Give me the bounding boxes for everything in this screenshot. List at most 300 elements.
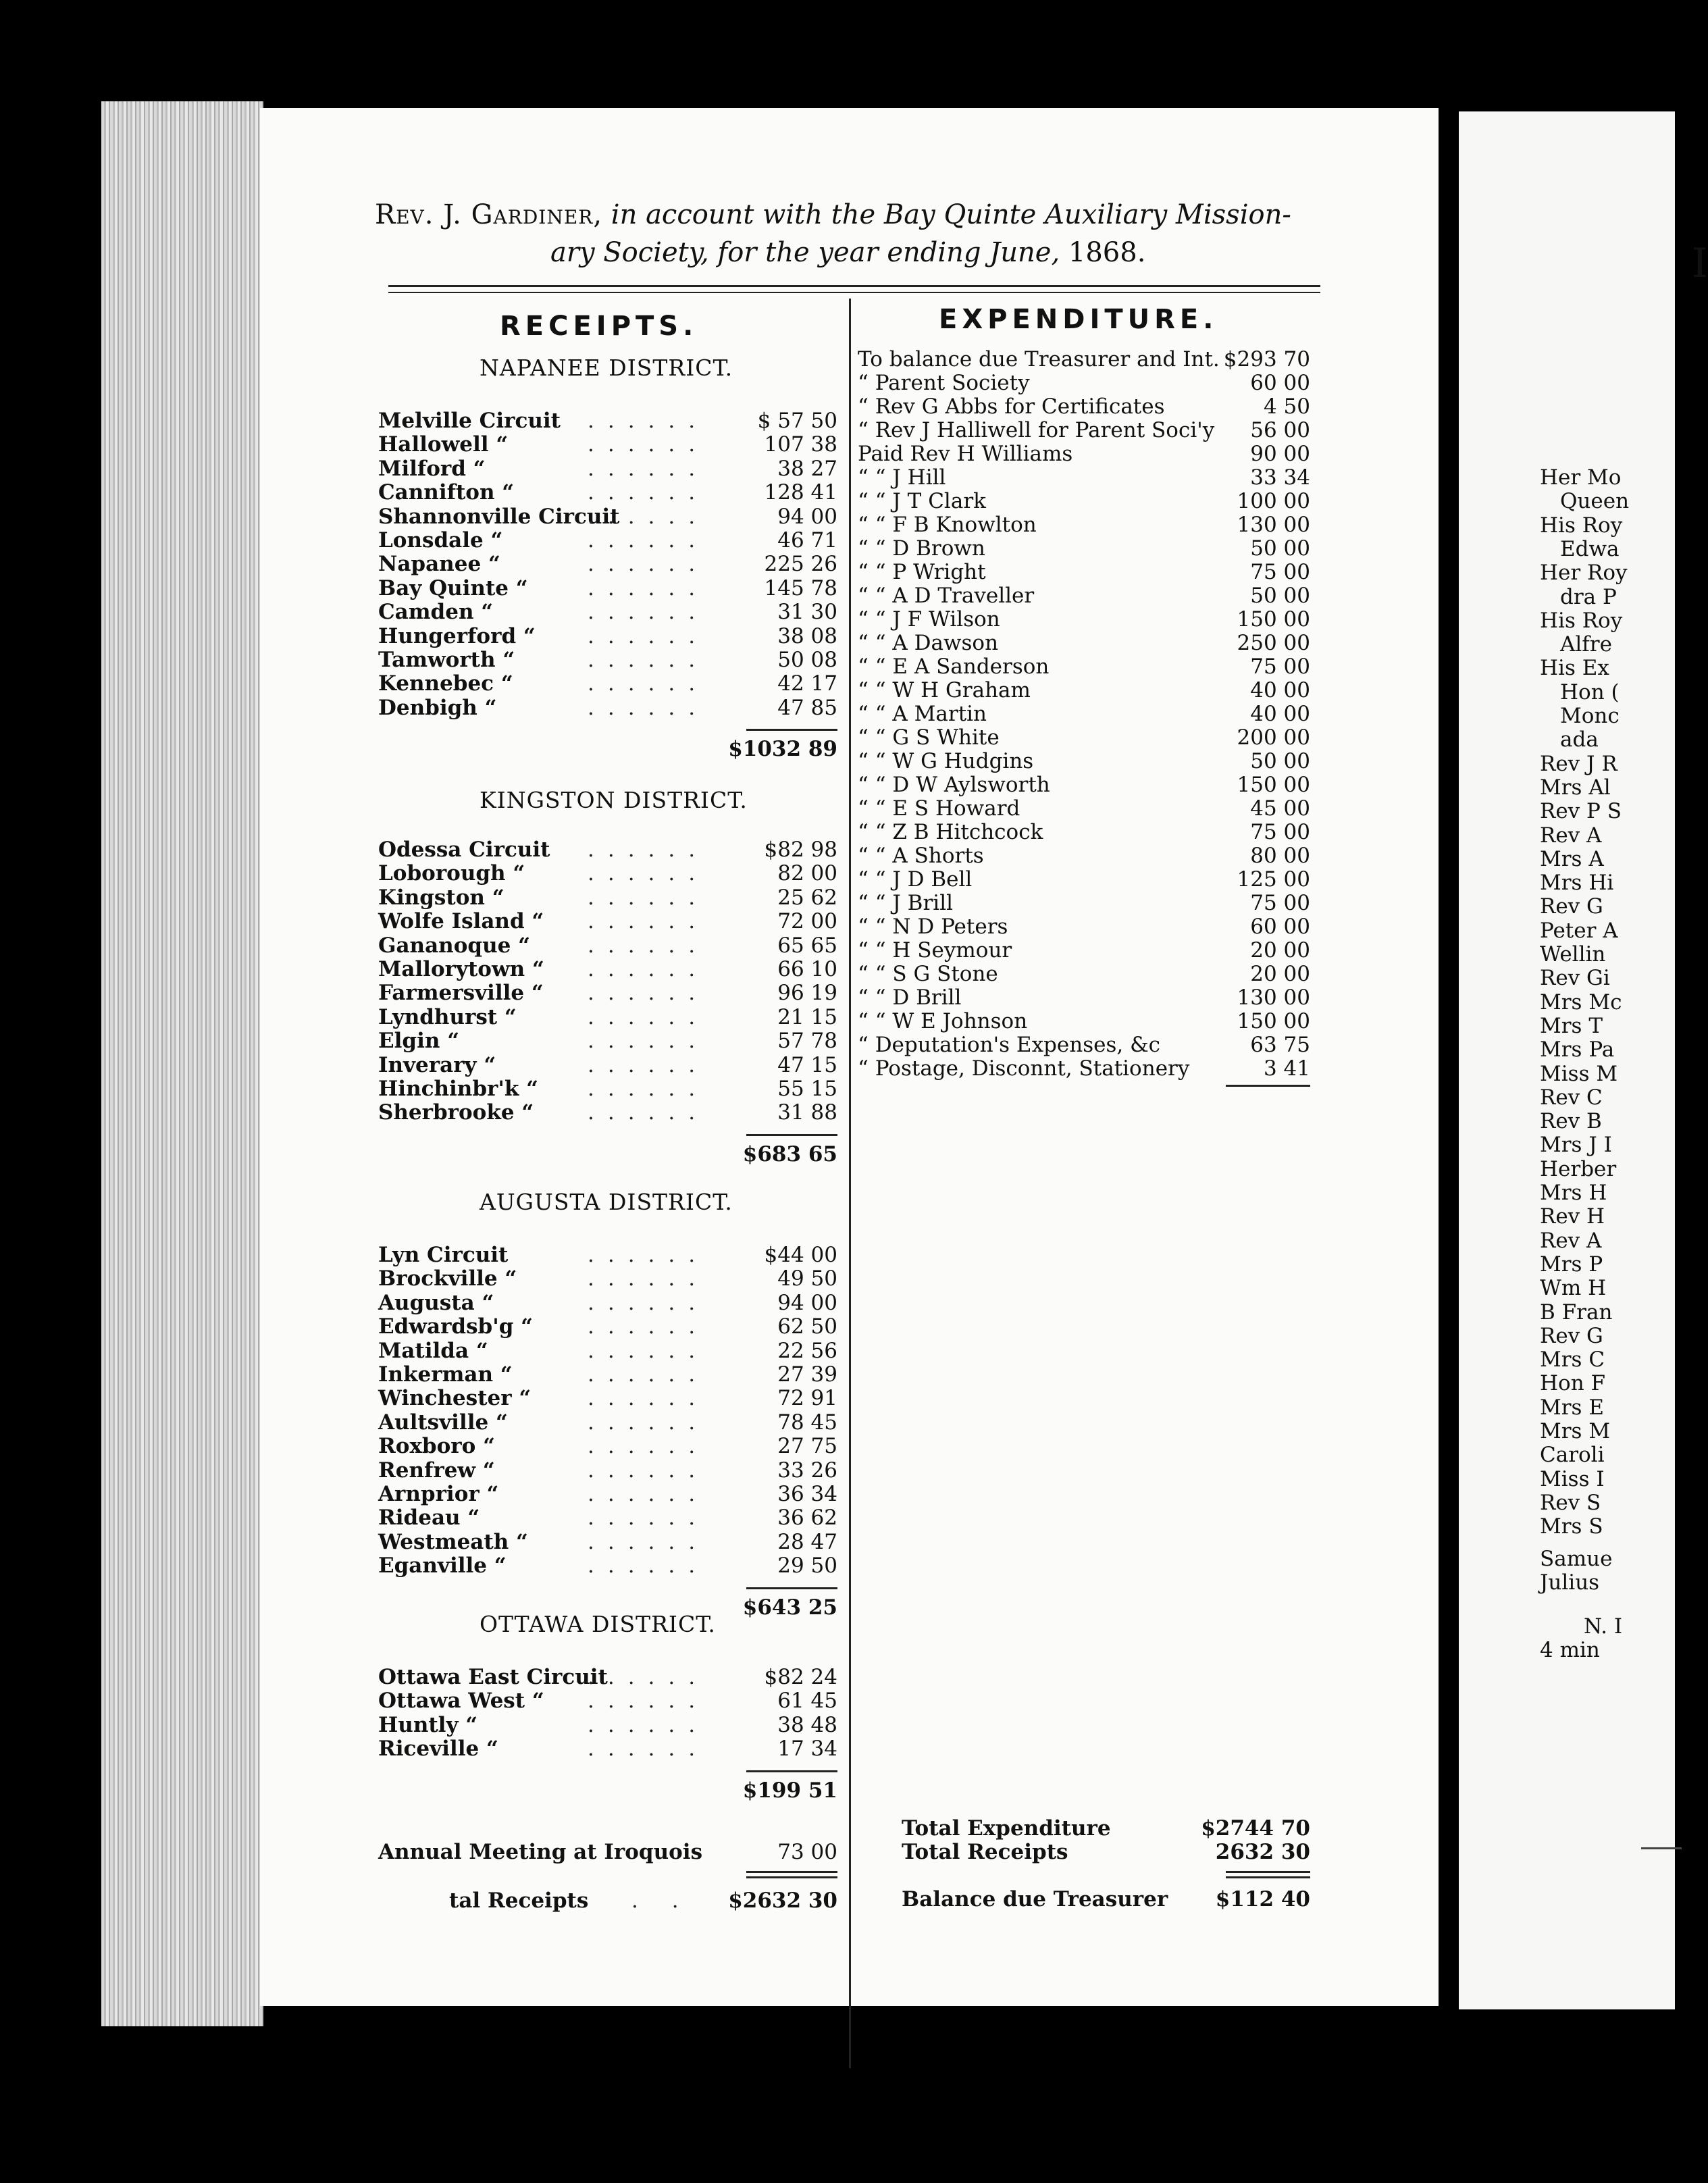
receipt-row — [378, 409, 837, 433]
expenditure-text: “ “ A Martin — [858, 702, 987, 726]
circuit-name: Inverary “ — [378, 1052, 496, 1077]
receipt-row — [378, 648, 837, 672]
circuit-name: Wolfe Island “ — [378, 909, 544, 934]
district-heading: KINGSTON DISTRICT. — [480, 787, 748, 813]
total-rule — [746, 1587, 837, 1589]
expenditure-amount: 130 00 — [1237, 513, 1310, 537]
expenditure-text: “ “ W H Graham — [858, 678, 1031, 702]
expenditure-text: “ “ S G Stone — [858, 962, 998, 986]
circuit-name: Loborough “ — [378, 861, 525, 886]
circuit-name: Riceville “ — [378, 1737, 498, 1762]
leader-dots: ...... — [588, 838, 709, 862]
receipt-row — [378, 861, 837, 885]
expenditure-amount: 150 00 — [1237, 1009, 1310, 1033]
receipt-row — [378, 1553, 837, 1578]
receipt-row — [378, 671, 837, 696]
expenditure-text: “ “ W G Hudgins — [858, 749, 1034, 773]
total-receipts-expenditure-row — [902, 1841, 1310, 1864]
district-total: $643 25 — [742, 1595, 837, 1620]
right-page-line: Rev G — [1540, 894, 1603, 919]
receipt-row — [378, 1506, 837, 1530]
receipt-row — [378, 885, 837, 910]
expenditure-text: “ “ D Brill — [858, 985, 962, 1010]
leader-dots: ...... — [588, 1338, 709, 1363]
leader-dots: ...... — [588, 885, 709, 910]
leader-dots: ...... — [588, 1689, 709, 1714]
receipt-amount: $82 24 — [764, 1665, 837, 1689]
leader-dots: ...... — [588, 1052, 709, 1077]
expenditure-amount: 40 00 — [1250, 702, 1310, 726]
circuit-name: Ottawa West “ — [378, 1689, 544, 1714]
expenditure-row — [858, 702, 1310, 726]
total-rule — [1226, 1876, 1310, 1878]
page-edge-stack — [101, 101, 263, 2026]
right-page-line: Her Mo — [1540, 465, 1622, 490]
right-page-line: Mrs Hi — [1540, 871, 1614, 896]
circuit-name: Hungerford “ — [378, 623, 536, 648]
circuit-name: Matilda “ — [378, 1338, 488, 1363]
expenditure-amount: 75 00 — [1250, 820, 1310, 844]
leader-dots: ...... — [588, 1100, 709, 1125]
balance-due-amount: $112 40 — [1215, 1887, 1310, 1911]
receipt-row — [378, 1029, 837, 1053]
circuit-name: Lonsdale “ — [378, 528, 503, 553]
balance-due-row — [902, 1888, 1310, 1911]
receipt-amount: 36 62 — [777, 1506, 837, 1531]
receipt-row — [378, 480, 837, 505]
circuit-name: Rideau “ — [378, 1506, 480, 1531]
right-page-line: Mrs P — [1540, 1252, 1603, 1277]
expenditure-amount: 40 00 — [1250, 678, 1310, 702]
expenditure-row — [858, 1010, 1310, 1033]
leader-dots: ...... — [588, 1737, 709, 1762]
right-page-title: I — [1692, 240, 1708, 287]
receipts-heading: RECEIPTS. — [500, 311, 698, 342]
expenditure-row — [858, 395, 1310, 419]
right-page-line: Caroli — [1540, 1443, 1605, 1468]
expenditure-text: “ Parent Society — [858, 371, 1030, 395]
leader-dots: ...... — [588, 409, 709, 433]
right-page-line: Miss M — [1540, 1061, 1618, 1086]
circuit-name: Lyndhurst “ — [378, 1004, 517, 1029]
leader-dots: ...... — [588, 933, 709, 958]
right-page-line: Peter A — [1540, 918, 1618, 943]
receipt-amount: 38 08 — [777, 623, 837, 648]
receipt-amount: 29 50 — [777, 1553, 837, 1578]
total-rule — [1226, 1871, 1310, 1873]
right-page-line: Hon ( — [1560, 679, 1620, 704]
circuit-name: Ottawa East Circuit — [378, 1665, 608, 1689]
annual-meeting-amount: 73 00 — [777, 1840, 837, 1864]
leader-dots: ...... — [588, 981, 709, 1006]
expenditure-text: “ “ P Wright — [858, 560, 986, 584]
right-page-line: Mrs J I — [1540, 1133, 1612, 1158]
total-rule — [746, 1134, 837, 1136]
expenditure-row — [858, 892, 1310, 915]
district-heading: AUGUSTA DISTRICT. — [480, 1189, 733, 1215]
total-rule — [746, 1876, 837, 1878]
circuit-name: Eganville “ — [378, 1553, 507, 1578]
receipt-amount: $ 57 50 — [757, 409, 837, 433]
receipt-row — [378, 1339, 837, 1363]
receipt-amount: 55 15 — [777, 1077, 837, 1101]
expenditure-amount: 3 41 — [1263, 1056, 1310, 1081]
leader-dots: ...... — [588, 1029, 709, 1054]
district-total: $683 65 — [742, 1141, 837, 1166]
right-page-line: Mrs Al — [1540, 775, 1611, 800]
receipt-row — [378, 1362, 837, 1387]
total-expenditure-label: Total Expenditure — [902, 1816, 1111, 1841]
circuit-name: Brockville “ — [378, 1266, 517, 1291]
receipt-amount: 57 78 — [777, 1029, 837, 1054]
expenditure-amount: 150 00 — [1237, 607, 1310, 632]
circuit-name: Huntly “ — [378, 1712, 478, 1737]
right-page-line: Miss I — [1540, 1466, 1605, 1491]
circuit-name: Mallorytown “ — [378, 957, 544, 981]
leader-dots: ...... — [588, 1529, 709, 1554]
receipt-row — [378, 1266, 837, 1291]
right-page-line: Mrs S — [1540, 1514, 1603, 1539]
leader-dots: ...... — [588, 1386, 709, 1411]
right-page-line: Rev H — [1540, 1204, 1605, 1229]
header-rule-2 — [388, 292, 1320, 293]
receipt-row — [378, 1713, 837, 1737]
receipt-row — [378, 1458, 837, 1483]
receipt-amount: 225 26 — [764, 552, 837, 577]
circuit-name: Westmeath “ — [378, 1529, 528, 1554]
expenditure-text: “ “ A Shorts — [858, 844, 984, 868]
expenditure-amount: 60 00 — [1250, 371, 1310, 395]
total-receipts-amount: $2632 30 — [728, 1889, 837, 1913]
leader-dots: ...... — [588, 957, 709, 981]
header-name: Rev. J. Gardiner, — [375, 199, 603, 230]
expenditure-amount: 80 00 — [1250, 844, 1310, 868]
circuit-name: Camden “ — [378, 600, 494, 625]
right-page — [1459, 111, 1708, 2009]
right-page-dash — [1641, 1847, 1682, 1849]
leader-dots: ...... — [588, 1482, 709, 1506]
right-page-line: Herber — [1540, 1156, 1617, 1181]
right-page-line: Julius — [1540, 1570, 1600, 1595]
district-total: $1032 89 — [728, 737, 837, 762]
leader-dots: . . — [631, 1889, 692, 1913]
expenditure-amount: 60 00 — [1250, 915, 1310, 939]
expenditure-row — [858, 466, 1310, 490]
expenditure-row — [858, 513, 1310, 537]
receipt-amount: 50 08 — [777, 648, 837, 672]
expenditure-amount: 90 00 — [1250, 442, 1310, 466]
total-rule — [1226, 1085, 1310, 1087]
expenditure-row — [858, 750, 1310, 773]
receipt-row — [378, 1530, 837, 1554]
expenditure-row — [858, 419, 1310, 442]
total-receipts-row — [449, 1889, 837, 1913]
leader-dots: ...... — [588, 1434, 709, 1459]
leader-dots: ...... — [588, 1712, 709, 1737]
receipt-amount: 31 88 — [777, 1100, 837, 1125]
receipt-amount: 145 78 — [764, 575, 837, 600]
receipt-amount: 17 34 — [777, 1737, 837, 1762]
receipt-amount: $44 00 — [764, 1243, 837, 1267]
leader-dots: ...... — [588, 600, 709, 625]
receipt-amount: 22 56 — [777, 1338, 837, 1363]
total-rule — [746, 729, 837, 731]
right-page-line: Edwa — [1560, 536, 1620, 561]
receipt-amount: 38 27 — [777, 456, 837, 481]
expenditure-text: “ “ Z B Hitchcock — [858, 820, 1043, 844]
receipt-amount: 96 19 — [777, 981, 837, 1006]
expenditure-amount: 100 00 — [1237, 489, 1310, 513]
expenditure-amount: 50 00 — [1250, 749, 1310, 773]
leader-dots: ...... — [588, 1243, 709, 1267]
total-receipts-expenditure-amount: 2632 30 — [1215, 1840, 1310, 1864]
expenditure-amount: 50 00 — [1250, 536, 1310, 561]
right-page-line: Rev P S — [1540, 799, 1622, 824]
receipt-row — [378, 505, 837, 529]
leader-dots: ...... — [588, 623, 709, 648]
expenditure-row — [858, 962, 1310, 986]
right-page-line: Rev A — [1540, 823, 1602, 848]
receipt-amount: 36 34 — [777, 1482, 837, 1506]
right-page-line: Her Roy — [1540, 561, 1628, 586]
receipt-row — [378, 1291, 837, 1315]
right-page-line: Wellin — [1540, 942, 1606, 967]
expenditure-amount: 150 00 — [1237, 773, 1310, 797]
total-receipts-expenditure-label: Total Receipts — [902, 1840, 1068, 1864]
expenditure-row — [858, 632, 1310, 655]
leader-dots: ...... — [588, 1362, 709, 1387]
leader-dots: ...... — [588, 1665, 709, 1689]
receipt-row — [378, 1737, 837, 1761]
expenditure-row — [858, 371, 1310, 395]
right-page-line: His Roy — [1540, 513, 1623, 538]
receipt-row — [378, 909, 837, 933]
right-page-line: Hon F — [1540, 1371, 1606, 1396]
receipt-amount: 128 41 — [764, 480, 837, 505]
header-text-2: ary Society, for the year ending June, — [550, 237, 1068, 268]
right-page-line: Mrs Pa — [1540, 1037, 1615, 1062]
leader-dots: ...... — [588, 575, 709, 600]
leader-dots: ...... — [588, 648, 709, 672]
receipt-row — [378, 1243, 837, 1267]
leader-dots: ...... — [588, 1506, 709, 1531]
leader-dots: ...... — [588, 480, 709, 505]
left-page — [260, 108, 1439, 2006]
expenditure-amount: 130 00 — [1237, 985, 1310, 1010]
expenditure-row — [858, 584, 1310, 608]
expenditure-text: To balance due Treasurer and Int. — [858, 347, 1220, 371]
receipt-row — [378, 1100, 837, 1125]
leader-dots: ...... — [588, 1290, 709, 1315]
receipt-row — [378, 1386, 837, 1410]
circuit-name: Lyn Circuit — [378, 1243, 509, 1267]
expenditure-amount: 200 00 — [1237, 725, 1310, 750]
expenditure-row — [858, 844, 1310, 868]
leader-dots: ...... — [588, 504, 709, 529]
expenditure-text: “ “ F B Knowlton — [858, 513, 1037, 537]
expenditure-text: Paid Rev H Williams — [858, 442, 1073, 466]
expenditure-amount: 75 00 — [1250, 560, 1310, 584]
receipt-row — [378, 1077, 837, 1101]
expenditure-row — [858, 797, 1310, 821]
expenditure-amount: 20 00 — [1250, 962, 1310, 986]
expenditure-row — [858, 773, 1310, 797]
expenditure-text: “ “ D Brown — [858, 536, 985, 561]
expenditure-text: “ “ J Hill — [858, 465, 946, 490]
expenditure-row — [858, 537, 1310, 561]
circuit-name: Winchester “ — [378, 1386, 532, 1411]
receipt-amount: 25 62 — [777, 885, 837, 910]
receipt-amount: 94 00 — [777, 504, 837, 529]
receipt-amount: 72 00 — [777, 909, 837, 934]
receipt-row — [378, 457, 837, 481]
circuit-name: Bay Quinte “ — [378, 575, 528, 600]
circuit-name: Melville Circuit — [378, 409, 561, 433]
right-page-line: Wm H — [1540, 1276, 1607, 1301]
right-page-line: 4 min — [1540, 1638, 1600, 1663]
receipt-row — [378, 1434, 837, 1458]
expenditure-heading: EXPENDITURE. — [939, 304, 1218, 335]
receipt-row — [378, 981, 837, 1005]
receipt-row — [378, 957, 837, 981]
expenditure-text: “ “ H Seymour — [858, 938, 1012, 962]
circuit-name: Kennebec “ — [378, 671, 513, 696]
expenditure-amount: 45 00 — [1250, 796, 1310, 821]
expenditure-text: “ Rev G Abbs for Certificates — [858, 394, 1165, 419]
right-page-line: Rev C — [1540, 1085, 1603, 1110]
right-page-line: Monc — [1560, 704, 1620, 728]
circuit-name: Edwardsb'g “ — [378, 1314, 534, 1339]
leader-dots: ...... — [588, 456, 709, 481]
circuit-name: Elgin “ — [378, 1029, 460, 1054]
leader-dots: ...... — [588, 1004, 709, 1029]
expenditure-text: “ “ J D Bell — [858, 867, 973, 892]
leader-dots: ...... — [588, 528, 709, 553]
right-page-line: Mrs Mc — [1540, 990, 1622, 1015]
receipt-amount: 65 65 — [777, 933, 837, 958]
circuit-name: Cannifton “ — [378, 480, 515, 505]
expenditure-text: “ “ W E Johnson — [858, 1009, 1028, 1033]
receipt-row — [378, 1689, 837, 1713]
right-page-line: Mrs T — [1540, 1013, 1603, 1038]
receipt-row — [378, 624, 837, 648]
receipt-row — [378, 600, 837, 624]
expenditure-text: “ “ J Brill — [858, 891, 954, 915]
expenditure-text: “ “ A Dawson — [858, 631, 999, 655]
circuit-name: Renfrew “ — [378, 1458, 495, 1483]
circuit-name: Gananoque “ — [378, 933, 530, 958]
leader-dots: ...... — [588, 695, 709, 720]
leader-dots: ...... — [588, 671, 709, 696]
expenditure-text: “ “ E S Howard — [858, 796, 1020, 821]
right-page-line: Alfre — [1560, 632, 1612, 657]
right-page-line: Samue — [1540, 1546, 1613, 1571]
expenditure-amount: $293 70 — [1223, 347, 1310, 371]
receipt-amount: 107 38 — [764, 432, 837, 457]
receipt-amount: 21 15 — [777, 1004, 837, 1029]
right-page-line: His Roy — [1540, 608, 1623, 633]
expenditure-row — [858, 442, 1310, 466]
leader-dots: ...... — [588, 552, 709, 577]
right-page-line: Rev Gi — [1540, 966, 1610, 991]
district-heading: OTTAWA DISTRICT. — [480, 1611, 716, 1637]
receipt-amount: 47 15 — [777, 1052, 837, 1077]
circuit-name: Milford “ — [378, 456, 486, 481]
right-page-line: Rev J R — [1540, 751, 1618, 776]
receipt-amount: 62 50 — [777, 1314, 837, 1339]
receipt-amount: 61 45 — [777, 1689, 837, 1714]
expenditure-amount: 20 00 — [1250, 938, 1310, 962]
expenditure-row — [858, 608, 1310, 632]
receipt-amount: 49 50 — [777, 1266, 837, 1291]
right-page-line: ada — [1560, 727, 1599, 752]
expenditure-text: “ “ D W Aylsworth — [858, 773, 1050, 797]
right-page-line: His Ex — [1540, 656, 1609, 681]
header-year: 1868. — [1068, 237, 1146, 268]
column-divider — [849, 299, 851, 2068]
leader-dots: ...... — [588, 1266, 709, 1291]
circuit-name: Tamworth “ — [378, 648, 515, 672]
district-total: $199 51 — [742, 1778, 837, 1803]
receipt-row — [378, 1410, 837, 1435]
expenditure-text: “ Rev J Halliwell for Parent Soci'y — [858, 418, 1215, 442]
expenditure-amount: 250 00 — [1237, 631, 1310, 655]
receipt-amount: 94 00 — [777, 1290, 837, 1315]
circuit-name: Arnprior “ — [378, 1482, 499, 1506]
leader-dots: ...... — [588, 1458, 709, 1483]
expenditure-row — [858, 1057, 1310, 1081]
circuit-name: Odessa Circuit — [378, 838, 550, 862]
receipt-row — [378, 1005, 837, 1029]
leader-dots: ...... — [588, 861, 709, 886]
total-rule — [746, 1871, 837, 1873]
receipt-row — [378, 933, 837, 958]
expenditure-text: “ “ J F Wilson — [858, 607, 1000, 632]
right-page-line: Rev G — [1540, 1323, 1603, 1348]
receipt-amount: 78 45 — [777, 1410, 837, 1435]
expenditure-row — [858, 348, 1310, 371]
receipt-amount: 82 00 — [777, 861, 837, 886]
right-page-line: dra P — [1560, 584, 1617, 609]
receipt-amount: 27 39 — [777, 1362, 837, 1387]
right-page-line: Rev S — [1540, 1490, 1601, 1515]
leader-dots: ...... — [588, 909, 709, 934]
right-page-line: B Fran — [1540, 1300, 1613, 1325]
receipt-row — [378, 838, 837, 862]
expenditure-text: “ “ G S White — [858, 725, 1000, 750]
total-receipts-label: tal Receipts — [449, 1889, 589, 1913]
right-page-line: Mrs A — [1540, 846, 1604, 871]
expenditure-amount: 63 75 — [1250, 1033, 1310, 1057]
header-text-1: in account with the Bay Quinte Auxiliary Mission- — [602, 199, 1291, 230]
receipt-amount: 38 48 — [777, 1712, 837, 1737]
receipt-amount: 42 17 — [777, 671, 837, 696]
receipt-row — [378, 1053, 837, 1077]
expenditure-amount: 125 00 — [1237, 867, 1310, 892]
expenditure-row — [858, 561, 1310, 584]
receipt-amount: 46 71 — [777, 528, 837, 553]
receipt-row — [378, 1314, 837, 1339]
circuit-name: Aultsville “ — [378, 1410, 508, 1435]
receipt-amount: 27 75 — [777, 1434, 837, 1459]
expenditure-row — [858, 655, 1310, 679]
right-page-line: Queen — [1560, 489, 1630, 514]
receipt-amount: 72 91 — [777, 1386, 837, 1411]
receipt-row — [378, 528, 837, 553]
receipt-amount: 66 10 — [777, 957, 837, 981]
receipt-row — [378, 552, 837, 576]
circuit-name: Shannonville Circuit — [378, 504, 620, 529]
